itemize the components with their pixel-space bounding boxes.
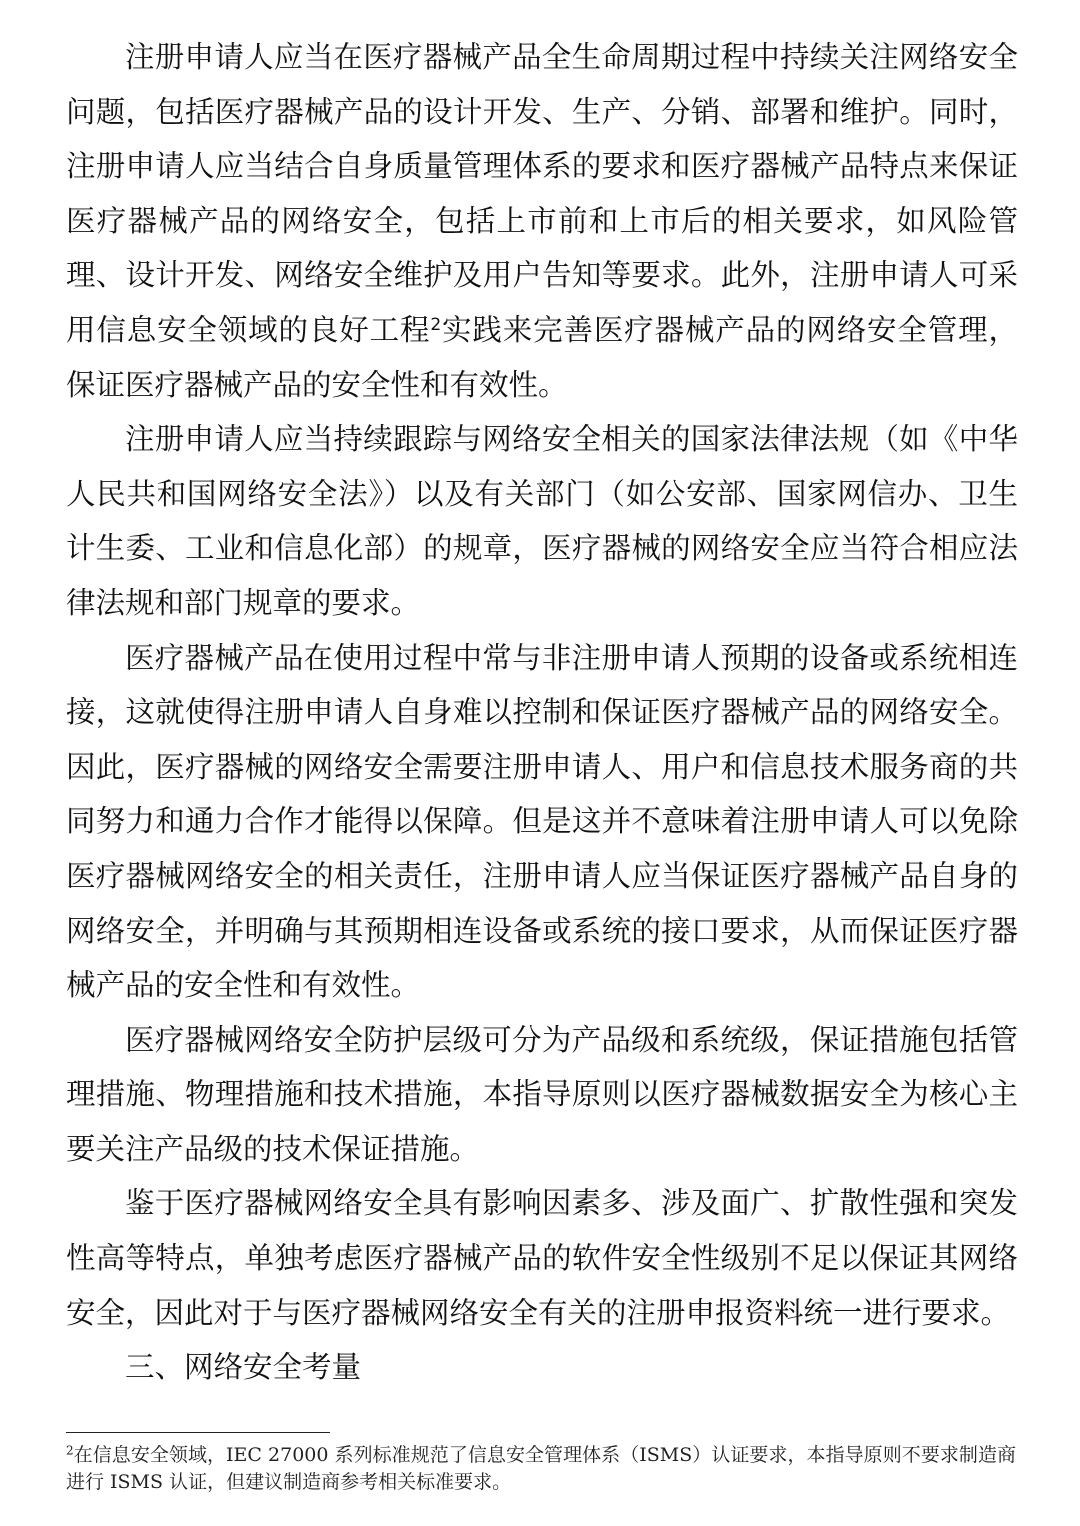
footnote-divider: [66, 1432, 330, 1433]
paragraph-2: 注册申请人应当持续跟踪与网络安全相关的国家法律法规（如《中华人民共和国网络安全法》）以及有关部门（如公安部、国家网信办、卫生计生委、工业和信息化部）的规章，医疗器械的网络安全应当符合相应法律法规和部门规章的要求。: [66, 422, 1018, 620]
section-heading: 三、网络安全考量: [125, 1350, 362, 1385]
footnote: [66, 1442, 1016, 1496]
paragraph-1-text-after: 实践来完善医疗器械产品的网络安全管理，保证医疗器械产品的安全性和有效性。: [66, 312, 1018, 402]
paragraph-3: 医疗器械产品在使用过程中常与非注册申请人预期的设备或系统相连接，这就使得注册申请人自身难以控制和保证医疗器械产品的网络安全。因此，医疗器械的网络安全需要注册申请人、用户和信息技术服务商的共同努力和通力合作才能得以保障。但是这并不意味着注册申请人可以免除医疗器械网络安全的相关责任，注册申请人应当保证医疗器械产品自身的网络安全，并明确与其预期相连设备或系统的接口要求，从而保证医疗器械产品的安全性和有效性。: [66, 640, 1018, 1003]
footnote-marker: 2: [66, 1443, 74, 1458]
paragraph-1: [66, 30, 1018, 412]
paragraph-1-text: 注册申请人应当在医疗器械产品全生命周期过程中持续关注网络安全问题，包括医疗器械产品的设计开发、生产、分销、部署和维护。同时，注册申请人应当结合自身质量管理体系的要求和医疗器械产品特点来保证医疗器械产品的网络安全，包括上市前和上市后的相关要求，如风险管理、设计开发、网络安全维护及用户告知等要求。此外，注册申请人可采用信息安全领域的良好工程: [66, 40, 1018, 347]
paragraph-5: 鉴于医疗器械网络安全具有影响因素多、涉及面广、扩散性强和突发性高等特点，单独考虑医疗器械产品的软件安全性级别不足以保证其网络安全，因此对于与医疗器械网络安全有关的注册申报资料统一进行要求。: [66, 1186, 1018, 1330]
footnote-reference[interactable]: 2: [430, 314, 442, 335]
paragraph-4: 医疗器械网络安全防护层级可分为产品级和系统级，保证措施包括管理措施、物理措施和技术措施，本指导原则以医疗器械数据安全为核心主要关注产品级的技术保证措施。: [66, 1022, 1018, 1166]
footnote-text: 在信息安全领域，IEC 27000 系列标准规范了信息安全管理体系（ISMS）认证要求，本指导原则不要求制造商进行 ISMS 认证，但建议制造商参考相关标准要求。: [66, 1444, 1016, 1493]
document-body: [66, 30, 1018, 1395]
